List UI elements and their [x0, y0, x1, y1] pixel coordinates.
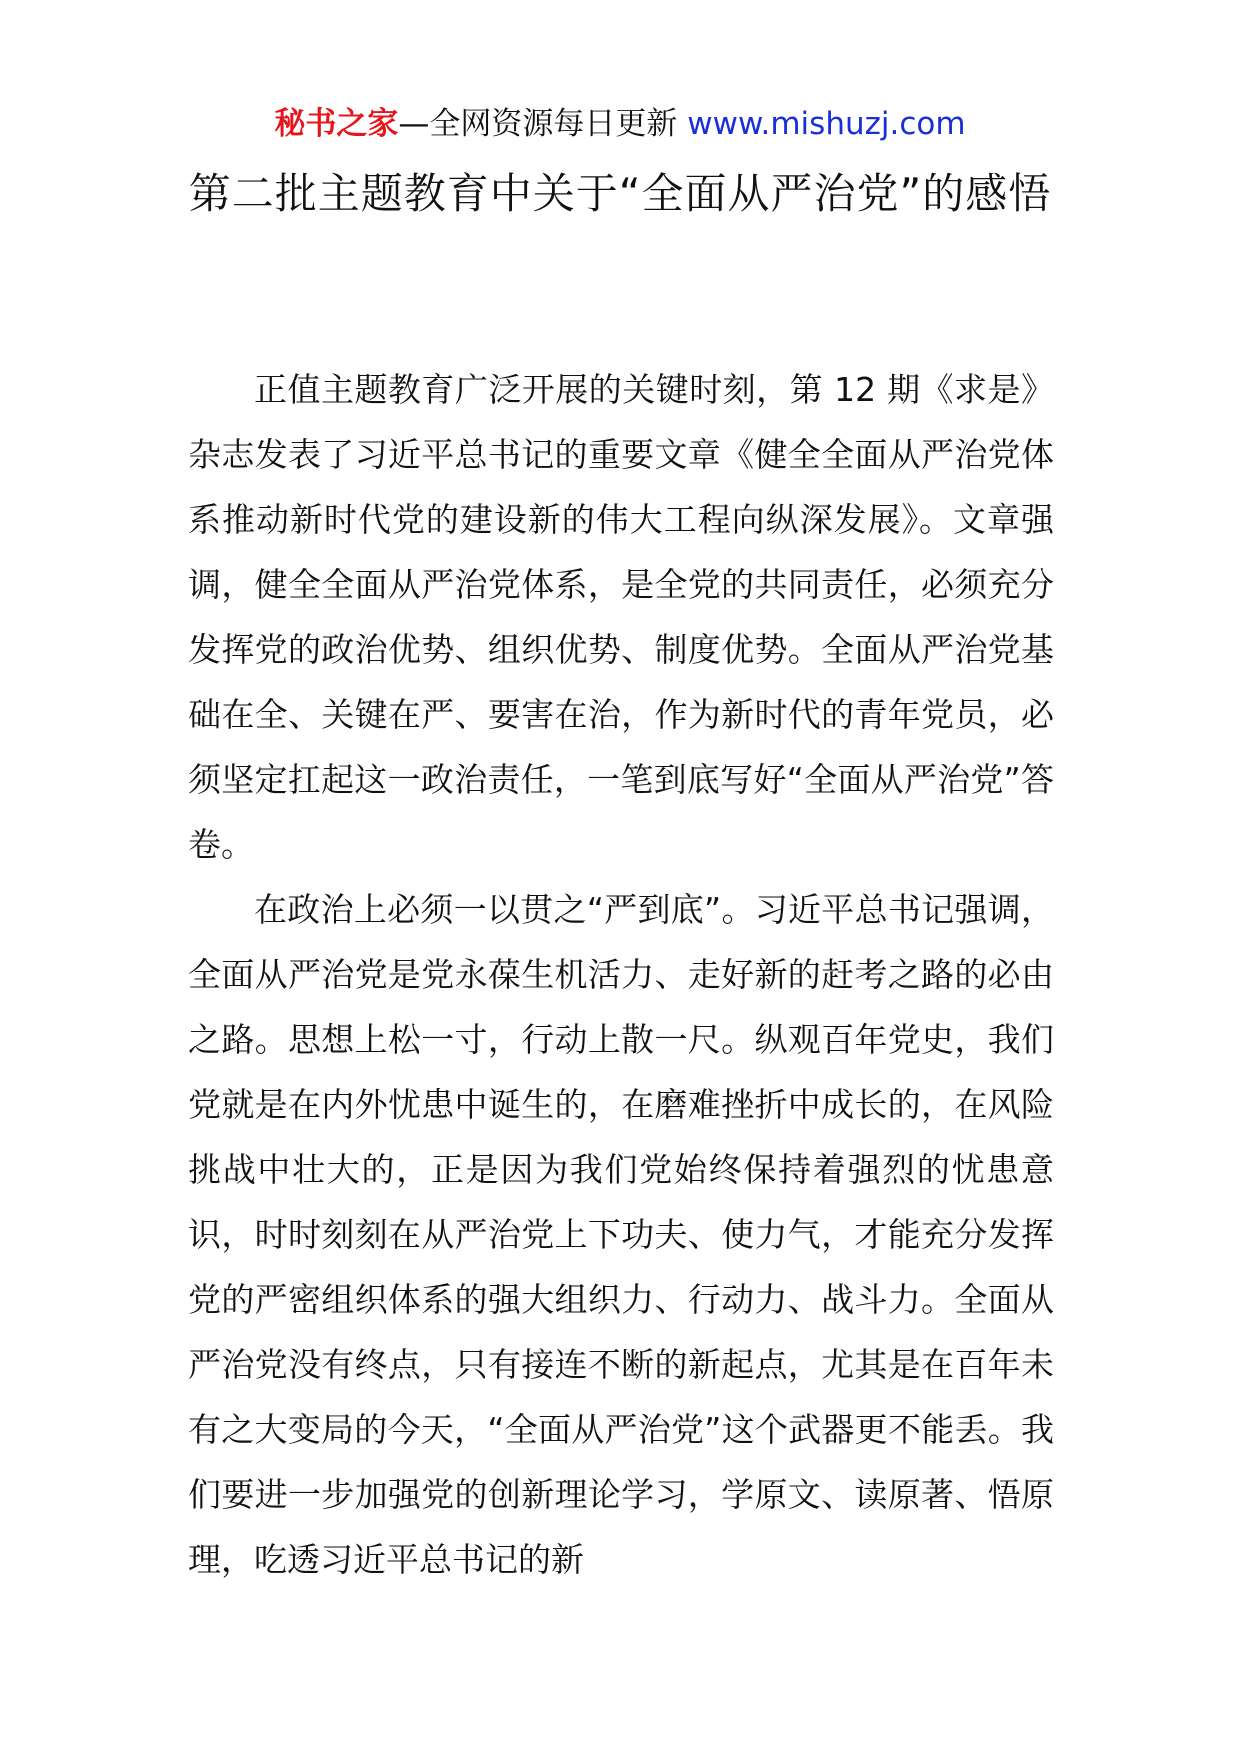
page-header	[0, 104, 1240, 144]
document-title: 第二批主题教育中关于“全面从严治党”的感悟	[188, 169, 1052, 218]
brand-name: 秘书之家	[274, 106, 399, 142]
paragraph: 在政治上必须一以贯之“严到底”。习近平总书记强调，全面从严治党是党永葆生机活力、走好新的赶考之路的必由之路。思想上松一寸，行动上散一尺。纵观百年党史，我们党就是在内外忧患中诞生的，在磨难挫折中成长的，在风险挑战中壮大的，正是因为我们党始终保持着强烈的忧患意识，时时刻刻在从严治党上下功夫、使力气，才能充分发挥党的严密组织体系的强大组织力、行动力、战斗力。全面从严治党没有终点，只有接连不断的新起点，尤其是在百年未有之大变局的今天，“全面从严治党”这个武器更不能丢。我们要进一步加强党的创新理论学习，学原文、读原著、悟原理，吃透习近平总书记的新	[188, 890, 1054, 1579]
paragraph: 正值主题教育广泛开展的关键时刻，第 12 期《求是》杂志发表了习近平总书记的重要文章《健全全面从严治党体系推动新时代党的建设新的伟大工程向纵深发展》。文章强调，健全全面从严治党体系，是全党的共同责任，必须充分发挥党的政治优势、组织优势、制度优势。全面从严治党基础在全、关键在严、要害在治，作为新时代的青年党员，必须坚定扛起这一政治责任，一笔到底写好“全面从严治党”答卷。	[188, 370, 1054, 864]
document-body	[188, 357, 1054, 1592]
header-slogan: —全网资源每日更新	[398, 106, 688, 142]
site-url: www.mishuzj.com	[687, 106, 966, 142]
